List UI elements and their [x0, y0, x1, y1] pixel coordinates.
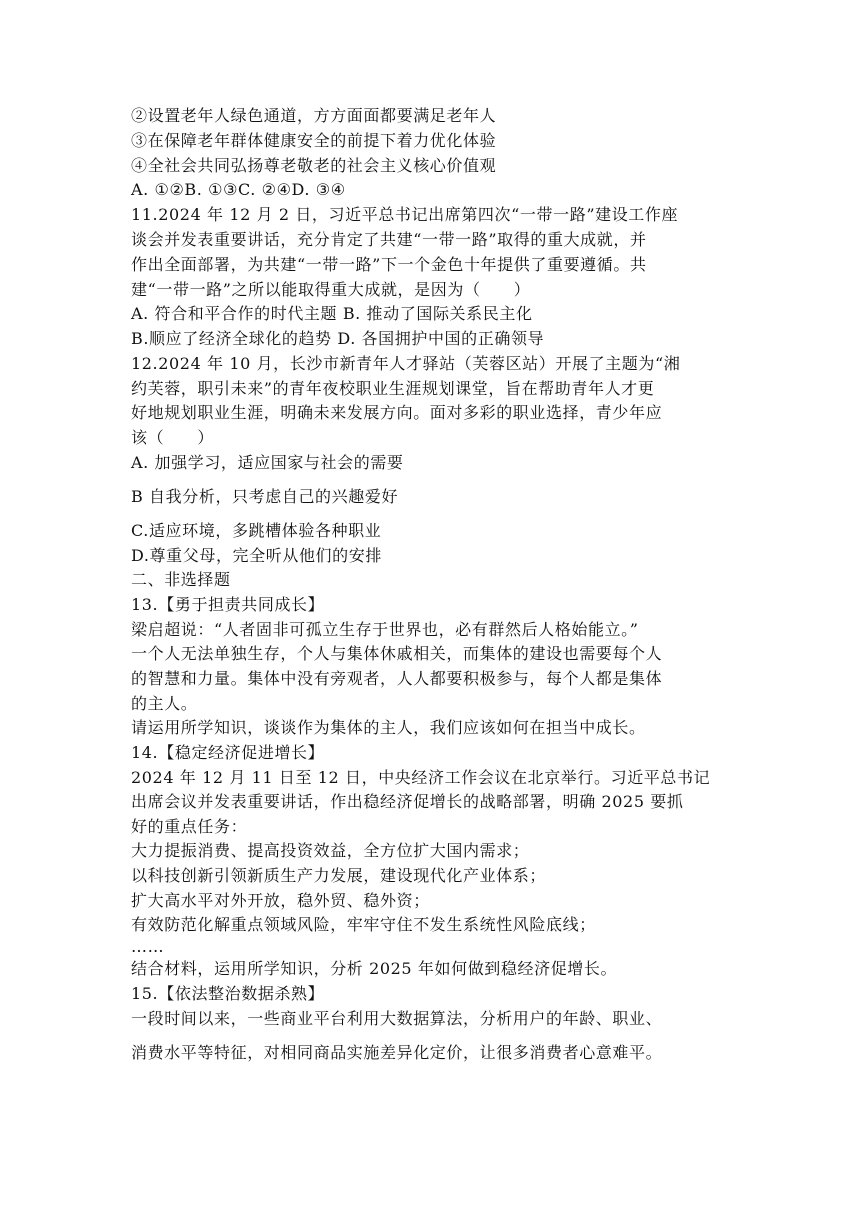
question-12-text: 好地规划职业生涯，明确未来发展方向。面对多彩的职业选择，青少年应	[131, 403, 663, 422]
answer-choice: D.尊重父母，完全听从他们的安排	[131, 546, 382, 565]
task-item: 大力提振消费、提高投资效益，全方位扩大国内需求；	[131, 841, 530, 860]
section-heading: 二、非选择题	[131, 570, 231, 589]
task-item: 以科技创新引领新质生产力发展，建设现代化产业体系；	[131, 866, 547, 885]
answer-choices: B.顺应了经济全球化的趋势 D. 各国拥护中国的正确领导	[131, 329, 545, 348]
option-line: ②设置老年人绿色通道，方方面面都要满足老年人	[131, 106, 497, 125]
question-13-text: 梁启超说：“人者固非可孤立生存于世界也，必有群然后人格始能立。”	[131, 620, 639, 639]
ellipsis: ……	[131, 937, 165, 956]
question-11-text: 建“一带一路”之所以能取得重大成就，是因为（ ）	[131, 280, 531, 299]
question-15-title: 15.【依法整治数据杀熟】	[131, 984, 325, 1003]
answer-choice: C.适应环境，多跳槽体验各种职业	[131, 521, 382, 540]
question-11-text: 11.2024 年 12 月 2 日，习近平总书记出席第四次“一带一路”建设工作座	[131, 205, 679, 224]
answer-choice: A. 加强学习，适应国家与社会的需要	[131, 453, 404, 472]
question-14-text: 好的重点任务：	[131, 817, 248, 836]
question-13-prompt: 请运用所学知识，谈谈作为集体的主人，我们应该如何在担当中成长。	[131, 718, 646, 737]
task-item: 有效防范化解重点领域风险，牢牢守住不发生系统性风险底线；	[131, 915, 596, 934]
question-13-title: 13.【勇于担责共同成长】	[131, 595, 325, 614]
task-item: 扩大高水平对外开放，稳外贸、稳外资；	[131, 891, 430, 910]
question-11-text: 作出全面部署，为共建“一带一路”下一个金色十年提供了重要遵循。共	[131, 255, 647, 274]
question-14-prompt: 结合材料，运用所学知识，分析 2025 年如何做到稳经济促增长。	[131, 959, 618, 978]
question-15-text: 消费水平等特征，对相同商品实施差异化定价，让很多消费者心意难平。	[131, 1043, 663, 1062]
question-13-text: 的主人。	[131, 694, 198, 713]
answer-choices: A. ①②B. ①③C. ②④D. ③④	[131, 180, 346, 199]
question-12-text: 约芙蓉，职引未来”的青年夜校职业生涯规划课堂，旨在帮助青年人才更	[131, 379, 655, 398]
question-15-text: 一段时间以来，一些商业平台利用大数据算法，分析用户的年龄、职业、	[131, 1009, 663, 1028]
question-12-text: 该（ ）	[131, 428, 215, 447]
question-12-text: 12.2024 年 10 月，长沙市新青年人才驿站（芙蓉区站）开展了主题为“湘	[131, 354, 681, 373]
answer-choice: B 自我分析，只考虑自己的兴趣爱好	[131, 487, 399, 506]
question-13-text: 的智慧和力量。集体中没有旁观者，人人都要积极参与，每个人都是集体	[131, 669, 663, 688]
question-13-text: 一个人无法单独生存，个人与集体休戚相关，而集体的建设也需要每个人	[131, 644, 663, 663]
option-line: ③在保障老年群体健康安全的前提下着力优化体验	[131, 131, 497, 150]
question-14-title: 14.【稳定经济促进增长】	[131, 743, 325, 762]
question-14-text: 2024 年 12 月 11 日至 12 日，中央经济工作会议在北京举行。习近平总书记	[131, 768, 711, 787]
question-14-text: 出席会议并发表重要讲话，作出稳经济促增长的战略部署，明确 2025 要抓	[131, 792, 684, 811]
question-11-text: 谈会并发表重要讲话，充分肯定了共建“一带一路”取得的重大成就，并	[131, 230, 647, 249]
answer-choices: A. 符合和平合作的时代主题 B. 推动了国际关系民主化	[131, 304, 533, 323]
option-line: ④全社会共同弘扬尊老敬老的社会主义核心价值观	[131, 156, 497, 175]
